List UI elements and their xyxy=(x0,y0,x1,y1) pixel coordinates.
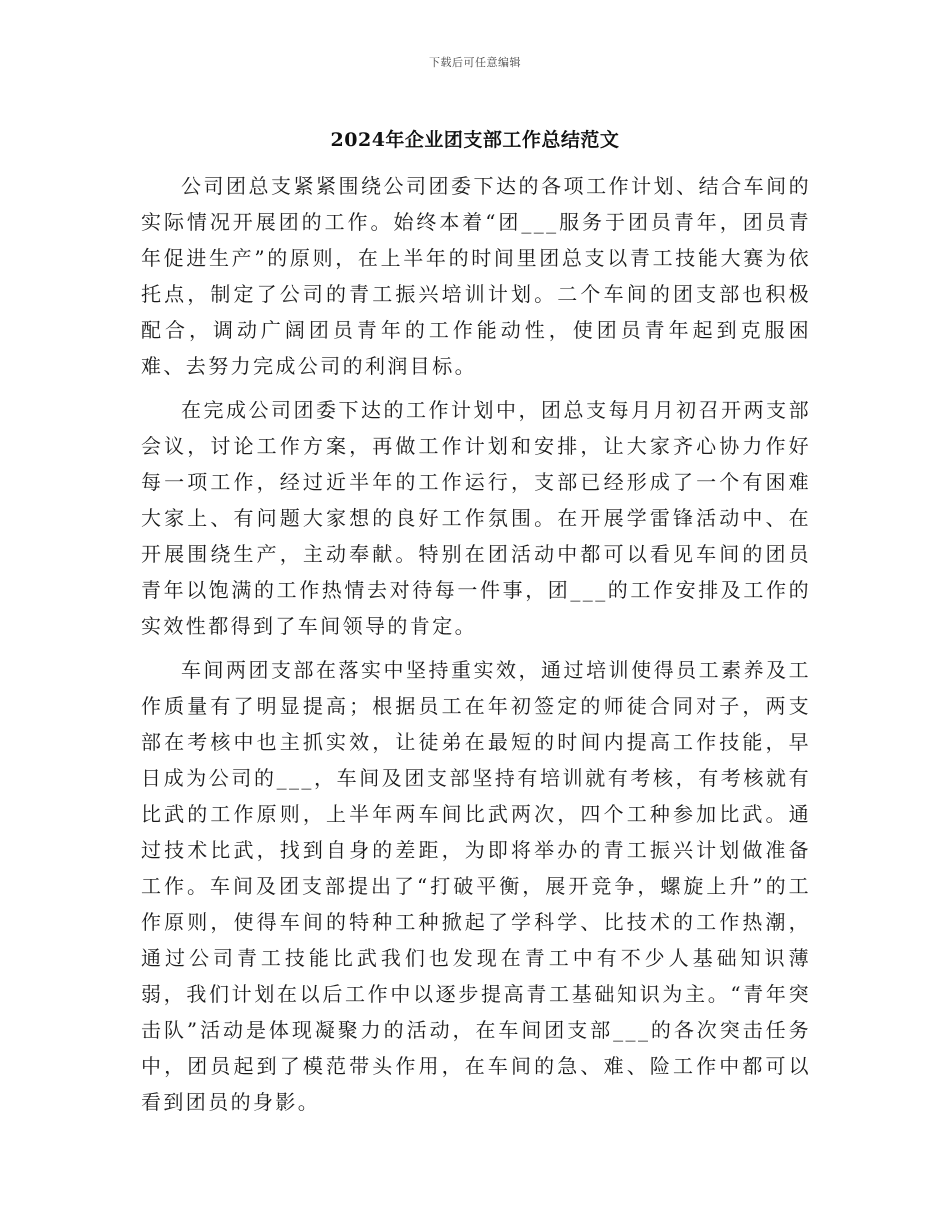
paragraph-3: 车间两团支部在落实中坚持重实效，通过培训使得员工素养及工作质量有了明显提高；根据员工在年初签定的师徒合同对子，两支部在考核中也主抓实效，让徒弟在最短的时间内提高工作技能，早日成为公司的___，车间及团支部坚持有培训就有考核，有考核就有比武的工作原则，上半年两车间比武两次，四个工种参加比武。通过技术比武，找到自身的差距，为即将举办的青工振兴计划做准备工作。车间及团支部提出了“打破平衡，展开竞争，螺旋上升”的工作原则，使得车间的特种工种掀起了学科学、比技术的工作热潮，通过公司青工技能比武我们也发现在青工中有不少人基础知识薄弱，我们计划在以后工作中以逐步提高青工基础知识为主。“青年突击队”活动是体现凝聚力的活动，在车间团支部___的各次突击任务中，团员起到了模范带头作用，在车间的急、难、险工作中都可以看到团员的身影。 xyxy=(141,658,811,1114)
paragraph-2: 在完成公司团委下达的工作计划中，团总支每月月初召开两支部会议，讨论工作方案，再做工作计划和安排，让大家齐心协力作好每一项工作，经过近半年的工作运行，支部已经形成了一个有困难大家上、有问题大家想的良好工作氛围。在开展学雷锋活动中、在开展围绕生产，主动奉献。特别在团活动中都可以看见车间的团员青年以饱满的工作热情去对待每一件事，团___的工作安排及工作的实效性都得到了车间领导的肯定。 xyxy=(141,398,811,638)
document-body xyxy=(141,168,811,1128)
document-title: 2024年企业团支部工作总结范文 xyxy=(330,129,620,151)
download-note: 下载后可任意编辑 xyxy=(429,56,521,69)
paragraph-1: 公司团总支紧紧围绕公司团委下达的各项工作计划、结合车间的实际情况开展团的工作。始终本着“团___服务于团员青年，团员青年促进生产”的原则，在上半年的时间里团总支以青工技能大赛为依托点，制定了公司的青工振兴培训计划。二个车间的团支部也积极配合，调动广阔团员青年的工作能动性，使团员青年起到克服困难、去努力完成公司的利润目标。 xyxy=(141,174,811,378)
